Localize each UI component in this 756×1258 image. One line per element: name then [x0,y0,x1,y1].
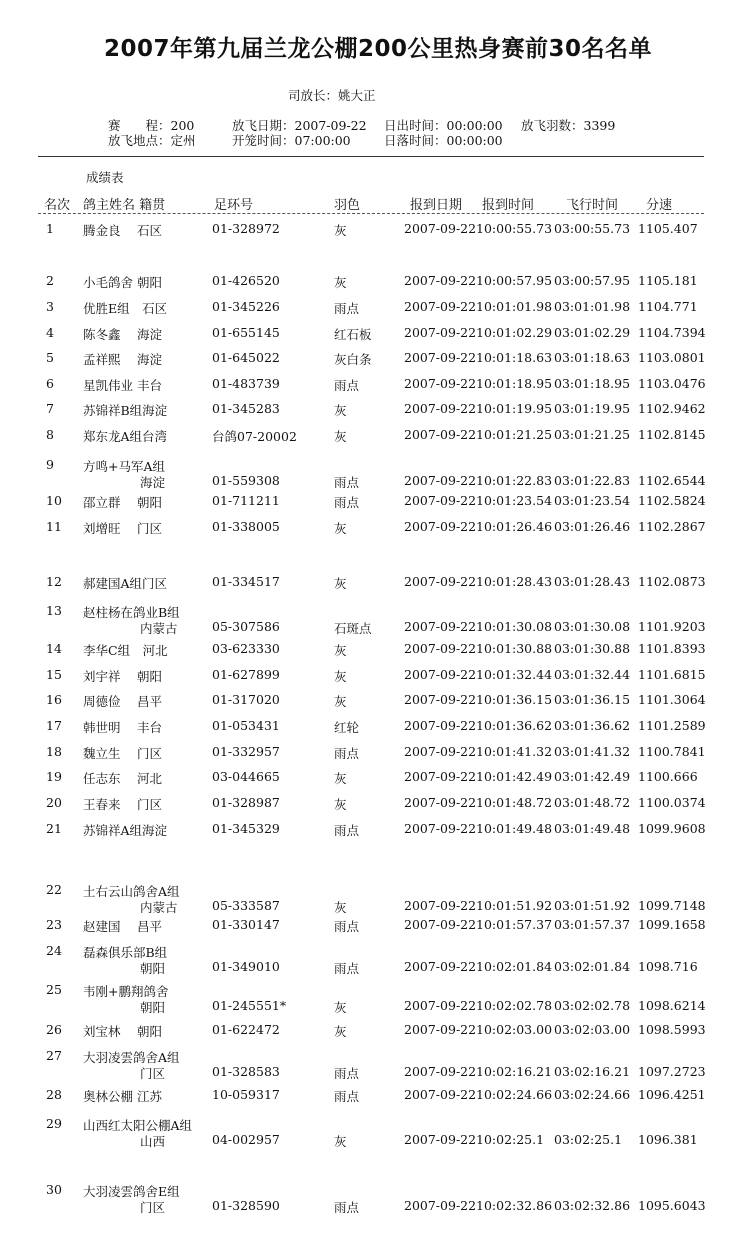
cell-flight: 03:02:25.1 [554,1132,623,1147]
cell-rank: 2 [46,273,54,288]
cell-name: 土右云山鸽舍A组 [83,884,180,899]
cell-date: 2007-09-22 [404,519,477,534]
cell-ring: 01-330147 [212,917,280,932]
cell-speed: 1102.9462 [638,401,706,416]
cell-arrive: 10:01:36.15 [476,692,553,707]
cell-date: 2007-09-22 [404,273,477,288]
cell-color: 灰 [334,403,347,418]
page-title: 2007年第九届兰龙公棚200公里热身赛前30名名单 [103,36,653,62]
cell-date: 2007-09-22 [404,221,477,236]
open-time: 开笼时间：07:00:00 [232,133,351,148]
cell-ring: 01-711211 [212,493,280,508]
cell-speed: 1099.7148 [638,898,706,913]
cell-arrive: 10:01:51.92 [476,898,553,913]
cell-ring: 05-333587 [212,898,280,913]
cell-name: 赵建国 昌平 [83,919,162,934]
cell-speed: 1101.2589 [638,718,706,733]
sunset-time: 日落时间：00:00:00 [384,133,503,148]
cell-color: 雨点 [334,1200,360,1215]
cell-date: 2007-09-22 [404,744,477,759]
cell-flight: 03:01:28.43 [554,574,631,589]
cell-date: 2007-09-22 [404,1132,477,1147]
cell-date: 2007-09-22 [404,917,477,932]
cell-name: 方鸣+马军A组 [83,459,166,474]
cell-ring: 01-334517 [212,574,280,589]
cell-arrive: 10:01:21.25 [476,427,553,442]
cell-date: 2007-09-22 [404,325,477,340]
cell-date: 2007-09-22 [404,998,477,1013]
cell-name: 陈冬鑫 海淀 [83,327,162,342]
cell-name: 磊森俱乐部B组 [83,945,168,960]
cell-ring: 01-483739 [212,376,280,391]
cell-color: 灰 [334,275,347,290]
cell-name: 优胜E组 石区 [83,301,168,316]
cell-name: 郝建国A组门区 [83,576,168,591]
cell-date: 2007-09-22 [404,350,477,365]
cell-name2: 海淀 [140,475,166,490]
cell-flight: 03:01:30.08 [554,619,631,634]
cell-speed: 1095.6043 [638,1198,706,1213]
cell-date: 2007-09-22 [404,898,477,913]
cell-name: 邵立群 朝阳 [83,495,162,510]
cell-speed: 1096.381 [638,1132,698,1147]
cell-ring: 01-332957 [212,744,280,759]
cell-name: 苏锦祥B组海淀 [83,403,168,418]
cell-speed: 1098.5993 [638,1022,706,1037]
cell-color: 雨点 [334,746,360,761]
cell-flight: 03:01:51.92 [554,898,631,913]
cell-speed: 1099.1658 [638,917,706,932]
cell-arrive: 10:01:41.32 [476,744,553,759]
cell-arrive: 10:02:16.21 [476,1064,553,1079]
cell-rank: 20 [46,795,62,810]
cell-arrive: 10:01:36.62 [476,718,553,733]
cell-speed: 1101.6815 [638,667,706,682]
cell-flight: 03:01:26.46 [554,519,631,534]
cell-color: 灰 [334,1134,347,1149]
cell-ring: 01-559308 [212,473,280,488]
cell-flight: 03:01:19.95 [554,401,631,416]
cell-arrive: 10:01:26.46 [476,519,553,534]
cell-name: 星凯伟业 丰台 [83,378,162,393]
cell-arrive: 10:01:18.63 [476,350,553,365]
cell-date: 2007-09-22 [404,427,477,442]
cell-ring: 01-645022 [212,350,280,365]
cell-ring: 01-655145 [212,325,280,340]
cell-rank: 30 [46,1182,62,1197]
cell-rank: 17 [46,718,62,733]
cell-color: 雨点 [334,823,360,838]
cell-speed: 1101.9203 [638,619,706,634]
cell-speed: 1098.716 [638,959,698,974]
cell-color: 雨点 [334,1089,360,1104]
cell-arrive: 10:01:19.95 [476,401,553,416]
cell-flight: 03:01:22.83 [554,473,631,488]
cell-ring: 台鸽07-20002 [212,429,297,444]
cell-color: 灰 [334,771,347,786]
column-header: 足环号 [214,198,254,213]
cell-rank: 24 [46,943,62,958]
release-place: 放飞地点：定州 [108,133,196,148]
cell-name: 郑东龙A组台湾 [83,429,168,444]
cell-ring: 01-053431 [212,718,280,733]
cell-ring: 01-349010 [212,959,280,974]
cell-rank: 15 [46,667,62,682]
cell-name: 大羽凌雲鸽舍E组 [83,1184,180,1199]
cell-name2: 内蒙古 [140,900,178,915]
cell-rank: 16 [46,692,62,707]
cell-flight: 03:02:01.84 [554,959,631,974]
cell-arrive: 10:01:42.49 [476,769,553,784]
cell-ring: 03-044665 [212,769,280,784]
cell-arrive: 10:01:57.37 [476,917,553,932]
cell-date: 2007-09-22 [404,473,477,488]
cell-flight: 03:01:48.72 [554,795,631,810]
cell-color: 灰 [334,1024,347,1039]
cell-speed: 1105.181 [638,273,698,288]
cell-arrive: 10:01:28.43 [476,574,553,589]
cell-name: 奥林公棚 江苏 [83,1089,162,1104]
cell-speed: 1103.0801 [638,350,706,365]
cell-date: 2007-09-22 [404,718,477,733]
cell-arrive: 10:02:01.84 [476,959,553,974]
cell-color: 雨点 [334,301,360,316]
cell-flight: 03:01:41.32 [554,744,631,759]
cell-speed: 1102.5824 [638,493,706,508]
cell-speed: 1096.4251 [638,1087,706,1102]
cell-name: 腾金良 石区 [83,223,162,238]
cell-name: 王春来 门区 [83,797,162,812]
cell-speed: 1101.8393 [638,641,706,656]
cell-name: 韦刚+鹏翔鸽舍 [83,984,169,999]
cell-name2: 门区 [140,1200,166,1215]
cell-flight: 03:01:18.95 [554,376,631,391]
cell-flight: 03:01:30.88 [554,641,631,656]
cell-arrive: 10:02:25.1 [476,1132,545,1147]
cell-name: 刘增旺 门区 [83,521,162,536]
cell-speed: 1102.0873 [638,574,706,589]
cell-ring: 03-623330 [212,641,280,656]
cell-ring: 01-345226 [212,299,280,314]
column-header: 飞行时间 [566,198,619,213]
cell-color: 灰 [334,429,347,444]
cell-ring: 01-627899 [212,667,280,682]
cell-rank: 10 [46,493,62,508]
bird-count: 放飞羽数：3399 [521,118,616,133]
cell-date: 2007-09-22 [404,619,477,634]
cell-speed: 1100.666 [638,769,698,784]
cell-flight: 03:02:16.21 [554,1064,631,1079]
column-header: 鸽主姓名 籍贯 [83,198,166,213]
cell-arrive: 10:02:32.86 [476,1198,553,1213]
cell-color: 灰白条 [334,352,372,367]
cell-color: 雨点 [334,495,360,510]
cell-color: 灰 [334,900,347,915]
cell-color: 雨点 [334,475,360,490]
cell-date: 2007-09-22 [404,1064,477,1079]
cell-rank: 12 [46,574,62,589]
cell-flight: 03:02:02.78 [554,998,631,1013]
cell-date: 2007-09-22 [404,493,477,508]
cell-name: 山西红太阳公棚A组 [83,1118,193,1133]
cell-rank: 9 [46,457,54,472]
cell-rank: 25 [46,982,62,997]
cell-speed: 1105.407 [638,221,698,236]
cell-flight: 03:00:57.95 [554,273,631,288]
cell-speed: 1098.6214 [638,998,706,1013]
cell-ring: 01-328972 [212,221,280,236]
cell-rank: 27 [46,1048,62,1063]
cell-rank: 11 [46,519,62,534]
cell-ring: 05-307586 [212,619,280,634]
cell-ring: 01-345283 [212,401,280,416]
cell-arrive: 10:01:23.54 [476,493,553,508]
cell-arrive: 10:01:22.83 [476,473,553,488]
cell-speed: 1102.2867 [638,519,706,534]
cell-flight: 03:02:24.66 [554,1087,631,1102]
column-header: 名次 [44,198,71,213]
cell-arrive: 10:00:57.95 [476,273,553,288]
cell-color: 雨点 [334,961,360,976]
cell-date: 2007-09-22 [404,376,477,391]
cell-date: 2007-09-22 [404,401,477,416]
cell-date: 2007-09-22 [404,959,477,974]
cell-rank: 14 [46,641,62,656]
cell-speed: 1101.3064 [638,692,706,707]
cell-flight: 03:01:02.29 [554,325,631,340]
column-header: 报到日期 [410,198,463,213]
official-line: 司放长：姚大正 [288,88,376,103]
cell-ring: 01-338005 [212,519,280,534]
cell-ring: 01-328590 [212,1198,280,1213]
cell-arrive: 10:01:18.95 [476,376,553,391]
cell-speed: 1099.9608 [638,821,706,836]
cell-date: 2007-09-22 [404,795,477,810]
cell-flight: 03:01:57.37 [554,917,631,932]
cell-name: 李华C组 河北 [83,643,168,658]
release-date: 放飞日期：2007-09-22 [232,118,367,133]
cell-arrive: 10:02:24.66 [476,1087,553,1102]
cell-name: 任志东 河北 [83,771,162,786]
cell-arrive: 10:01:01.98 [476,299,553,314]
cell-rank: 1 [46,221,54,236]
cell-color: 灰 [334,576,347,591]
column-header: 分速 [646,198,673,213]
cell-date: 2007-09-22 [404,641,477,656]
cell-ring: 10-059317 [212,1087,280,1102]
cell-name: 周德俭 昌平 [83,694,162,709]
cell-flight: 03:01:36.62 [554,718,631,733]
cell-rank: 3 [46,299,54,314]
cell-date: 2007-09-22 [404,692,477,707]
cell-rank: 18 [46,744,62,759]
cell-date: 2007-09-22 [404,299,477,314]
cell-date: 2007-09-22 [404,1087,477,1102]
cell-name2: 朝阳 [140,961,166,976]
cell-color: 雨点 [334,1066,360,1081]
cell-color: 雨点 [334,378,360,393]
cell-arrive: 10:01:02.29 [476,325,553,340]
cell-rank: 13 [46,603,62,618]
column-header: 报到时间 [482,198,535,213]
cell-name2: 朝阳 [140,1000,166,1015]
cell-name2: 内蒙古 [140,621,178,636]
cell-date: 2007-09-22 [404,667,477,682]
cell-speed: 1100.7841 [638,744,706,759]
cell-name: 小毛鸽舍 朝阳 [83,275,162,290]
cell-ring: 01-622472 [212,1022,280,1037]
cell-rank: 5 [46,350,54,365]
cell-date: 2007-09-22 [404,574,477,589]
cell-ring: 01-317020 [212,692,280,707]
cell-flight: 03:00:55.73 [554,221,631,236]
cell-rank: 7 [46,401,54,416]
cell-date: 2007-09-22 [404,1022,477,1037]
cell-flight: 03:01:42.49 [554,769,631,784]
cell-arrive: 10:02:03.00 [476,1022,553,1037]
column-header: 羽色 [334,198,361,213]
cell-ring: 01-426520 [212,273,280,288]
cell-flight: 03:01:49.48 [554,821,631,836]
cell-ring: 01-328583 [212,1064,280,1079]
cell-arrive: 10:01:32.44 [476,667,553,682]
cell-ring: 04-002957 [212,1132,280,1147]
cell-rank: 26 [46,1022,62,1037]
cell-color: 雨点 [334,919,360,934]
cell-name: 刘宇祥 朝阳 [83,669,162,684]
cell-color: 灰 [334,223,347,238]
cell-color: 石斑点 [334,621,372,636]
cell-color: 灰 [334,643,347,658]
cell-name: 魏立生 门区 [83,746,162,761]
cell-name: 韩世明 丰台 [83,720,162,735]
sunrise-time: 日出时间：00:00:00 [384,118,503,133]
cell-speed: 1104.7394 [638,325,706,340]
cell-ring: 01-328987 [212,795,280,810]
cell-arrive: 10:01:30.88 [476,641,553,656]
cell-rank: 23 [46,917,62,932]
cell-flight: 03:01:18.63 [554,350,631,365]
cell-speed: 1103.0476 [638,376,706,391]
cell-rank: 4 [46,325,54,340]
cell-flight: 03:01:21.25 [554,427,631,442]
cell-ring: 01-345329 [212,821,280,836]
cell-color: 红轮 [334,720,360,735]
cell-name2: 山西 [140,1134,166,1149]
cell-arrive: 10:00:55.73 [476,221,553,236]
cell-speed: 1104.771 [638,299,698,314]
cell-name: 大羽凌雲鸽舍A组 [83,1050,180,1065]
cell-color: 灰 [334,669,347,684]
cell-color: 灰 [334,797,347,812]
cell-name: 苏锦祥A组海淀 [83,823,168,838]
cell-arrive: 10:01:49.48 [476,821,553,836]
cell-rank: 21 [46,821,62,836]
cell-name: 刘宝林 朝阳 [83,1024,162,1039]
cell-flight: 03:01:23.54 [554,493,631,508]
column-header-rule [38,213,704,214]
cell-arrive: 10:01:30.08 [476,619,553,634]
cell-rank: 6 [46,376,54,391]
cell-flight: 03:02:03.00 [554,1022,631,1037]
cell-date: 2007-09-22 [404,769,477,784]
cell-color: 红石板 [334,327,372,342]
cell-name: 孟祥熙 海淀 [83,352,162,367]
table-caption: 成绩表 [86,170,124,185]
cell-ring: 01-245551* [212,998,287,1013]
header-rule [38,156,704,157]
cell-color: 灰 [334,1000,347,1015]
cell-rank: 19 [46,769,62,784]
cell-arrive: 10:01:48.72 [476,795,553,810]
cell-flight: 03:02:32.86 [554,1198,631,1213]
cell-speed: 1102.8145 [638,427,706,442]
cell-rank: 29 [46,1116,62,1131]
distance: 赛 程：200 [108,118,195,133]
cell-speed: 1100.0374 [638,795,706,810]
cell-arrive: 10:02:02.78 [476,998,553,1013]
cell-rank: 22 [46,882,62,897]
cell-date: 2007-09-22 [404,821,477,836]
cell-date: 2007-09-22 [404,1198,477,1213]
cell-rank: 8 [46,427,54,442]
cell-name2: 门区 [140,1066,166,1081]
cell-flight: 03:01:36.15 [554,692,631,707]
cell-flight: 03:01:32.44 [554,667,631,682]
cell-speed: 1097.2723 [638,1064,706,1079]
cell-rank: 28 [46,1087,62,1102]
cell-speed: 1102.6544 [638,473,706,488]
cell-color: 灰 [334,694,347,709]
cell-name: 赵柱杨在鸽业B组 [83,605,180,620]
cell-color: 灰 [334,521,347,536]
cell-flight: 03:01:01.98 [554,299,631,314]
